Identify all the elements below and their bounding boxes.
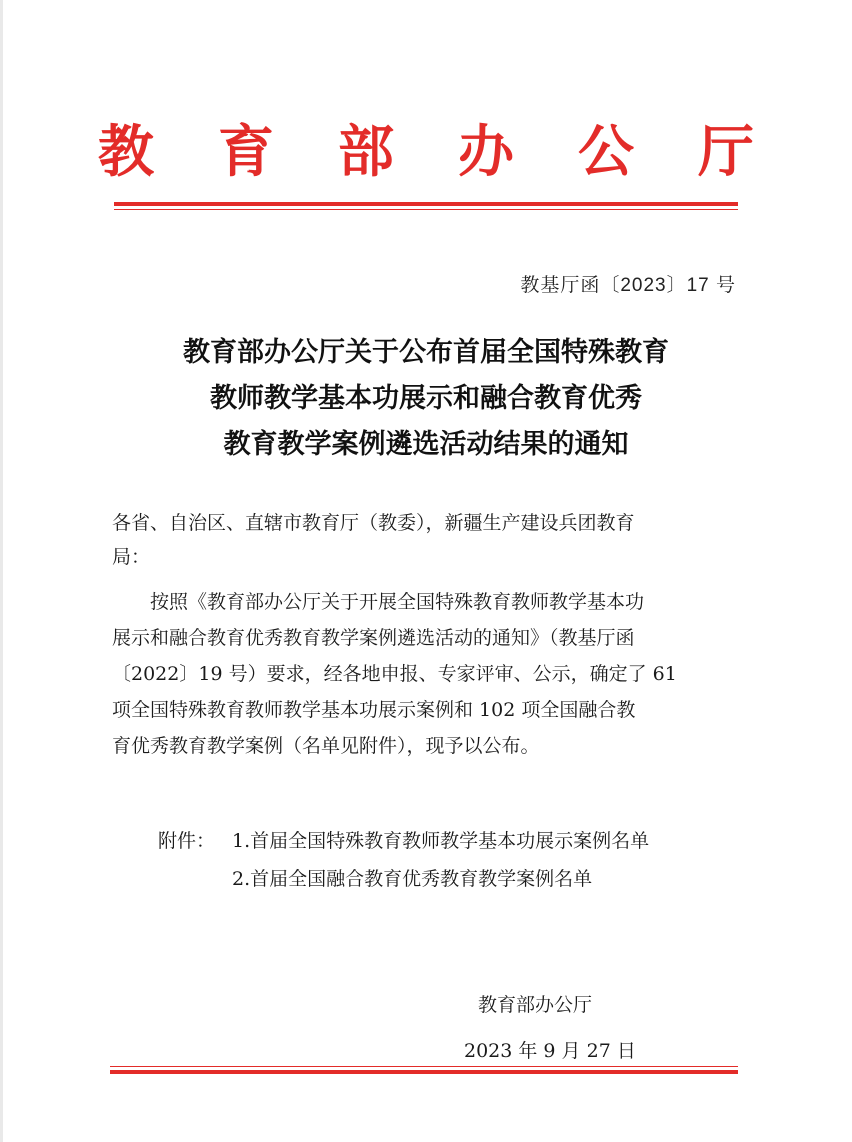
attachments-list: [158, 822, 649, 898]
header-char: 厅: [698, 119, 754, 185]
header-char: 教: [98, 119, 154, 185]
header-char: 办: [458, 119, 514, 185]
document-number: 教基厅函〔2023〕17 号: [520, 275, 736, 296]
footer-red-rule: [110, 1070, 738, 1074]
header-red-rule-thin: [114, 209, 738, 210]
attachments-label: 附件：: [158, 830, 216, 852]
header-char: 育: [218, 119, 274, 185]
body-line: 项全国特殊教育教师教学基本功展示案例和 102 项全国融合教: [112, 699, 636, 721]
addressee: [112, 506, 752, 574]
body-line: 按照《教育部办公厅关于开展全国特殊教育教师教学基本功: [112, 591, 645, 613]
issuing-org-header: [0, 112, 852, 192]
attachments-label-spacer: [158, 860, 232, 898]
attachment-item: 1.首届全国特殊教育教师教学基本功展示案例名单: [232, 830, 650, 852]
signature-date: 2023 年 9 月 27 日: [464, 1040, 636, 1062]
footer-red-rule-thin: [110, 1066, 738, 1067]
header-char: 公: [578, 119, 634, 185]
attachment-row: [158, 822, 649, 860]
body-paragraph: [112, 584, 752, 764]
title-line: 教师教学基本功展示和融合教育优秀: [210, 383, 642, 414]
header-red-rule: [114, 202, 738, 206]
header-char: 部: [338, 119, 394, 185]
body-line: 展示和融合教育优秀教育教学案例遴选活动的通知》（教基厅函: [112, 627, 635, 649]
attachment-item: 2.首届全国融合教育优秀教育教学案例名单: [232, 868, 593, 890]
body-line: 〔2022〕19 号）要求，经各地申报、专家评审、公示，确定了 61: [112, 663, 677, 685]
addressee-line: 各省、自治区、直辖市教育厅（教委），新疆生产建设兵团教育: [112, 512, 635, 534]
title-line: 教育部办公厅关于公布首届全国特殊教育: [183, 337, 669, 368]
attachment-row: [158, 860, 649, 898]
document-title: [0, 330, 852, 468]
addressee-line: 局：: [112, 546, 151, 568]
body-line: 育优秀教育教学案例（名单见附件），现予以公布。: [112, 735, 540, 757]
signature-org: 教育部办公厅: [478, 994, 593, 1016]
title-line: 教育教学案例遴选活动结果的通知: [223, 429, 629, 460]
